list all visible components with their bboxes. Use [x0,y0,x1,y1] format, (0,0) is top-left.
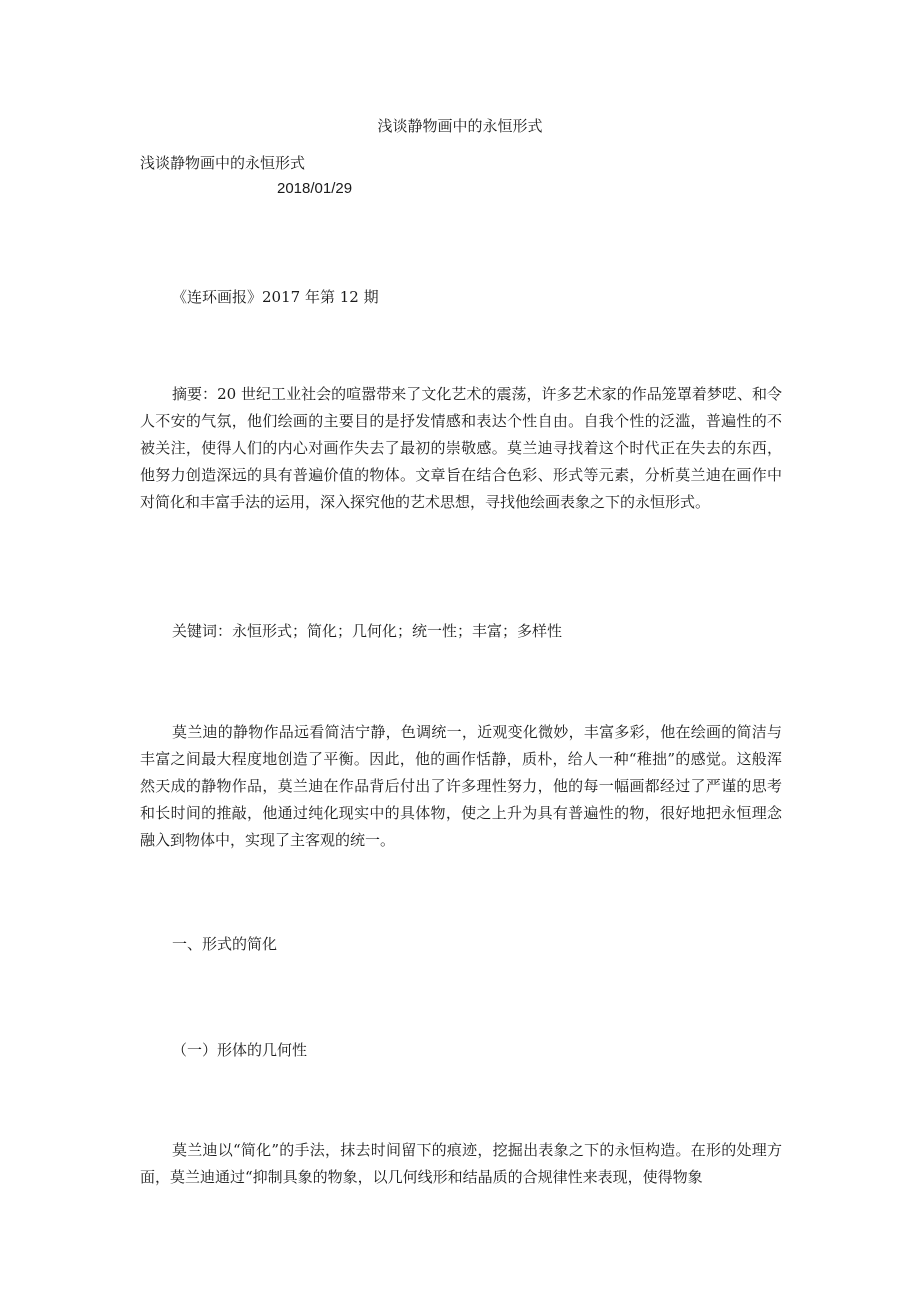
abstract-paragraph: 摘要：20 世纪工业社会的喧嚣带来了文化艺术的震荡，许多艺术家的作品笼罩着梦呓、和令人不安的气氛，他们绘画的主要目的是抒发情感和表达个性自由。自我个性的泛滥，普遍性的不被关注，使得人们的内心对画作失去了最初的崇敬感。莫兰迪寻找着这个时代正在失去的东西，他努力创造深远的具有普遍价值的物体。文章旨在结合色彩、形式等元素，分析莫兰迪在画作中对简化和丰富手法的运用，深入探究他的艺术思想，寻找他绘画表象之下的永恒形式。 [140,385,782,511]
document-subtitle: 浅谈静物画中的永恒形式 [140,154,306,172]
body-paragraph: 莫兰迪以“简化”的手法，抹去时间留下的痕迹，挖掘出表象之下的永恒构造。在形的处理方面，莫兰迪通过“抑制具象的物象，以几何线形和结晶质的合规律性来表现，使得物象 [140,1141,782,1186]
subsection-heading: （一）形体的几何性 [172,1041,308,1059]
section-heading: 一、形式的简化 [172,935,278,953]
document-title: 浅谈静物画中的永恒形式 [377,117,543,135]
keywords-line: 关键词：永恒形式；简化；几何化；统一性；丰富；多样性 [172,622,563,640]
source-line: 《连环画报》2017 年第 12 期 [172,288,379,306]
publish-date: 2018/01/29 [277,180,353,197]
intro-paragraph: 莫兰迪的静物作品远看简洁宁静，色调统一，近观变化微妙，丰富多彩，他在绘画的简洁与丰富之间最大程度地创造了平衡。因此，他的画作恬静，质朴，给人一种“稚拙”的感觉。这般浑然天成的静物作品，莫兰迪在作品背后付出了许多理性努力，他的每一幅画都经过了严谨的思考和长时间的推敲，他通过纯化现实中的具体物，使之上升为具有普遍性的物，很好地把永恒理念融入到物体中，实现了主客观的统一。 [140,723,782,849]
